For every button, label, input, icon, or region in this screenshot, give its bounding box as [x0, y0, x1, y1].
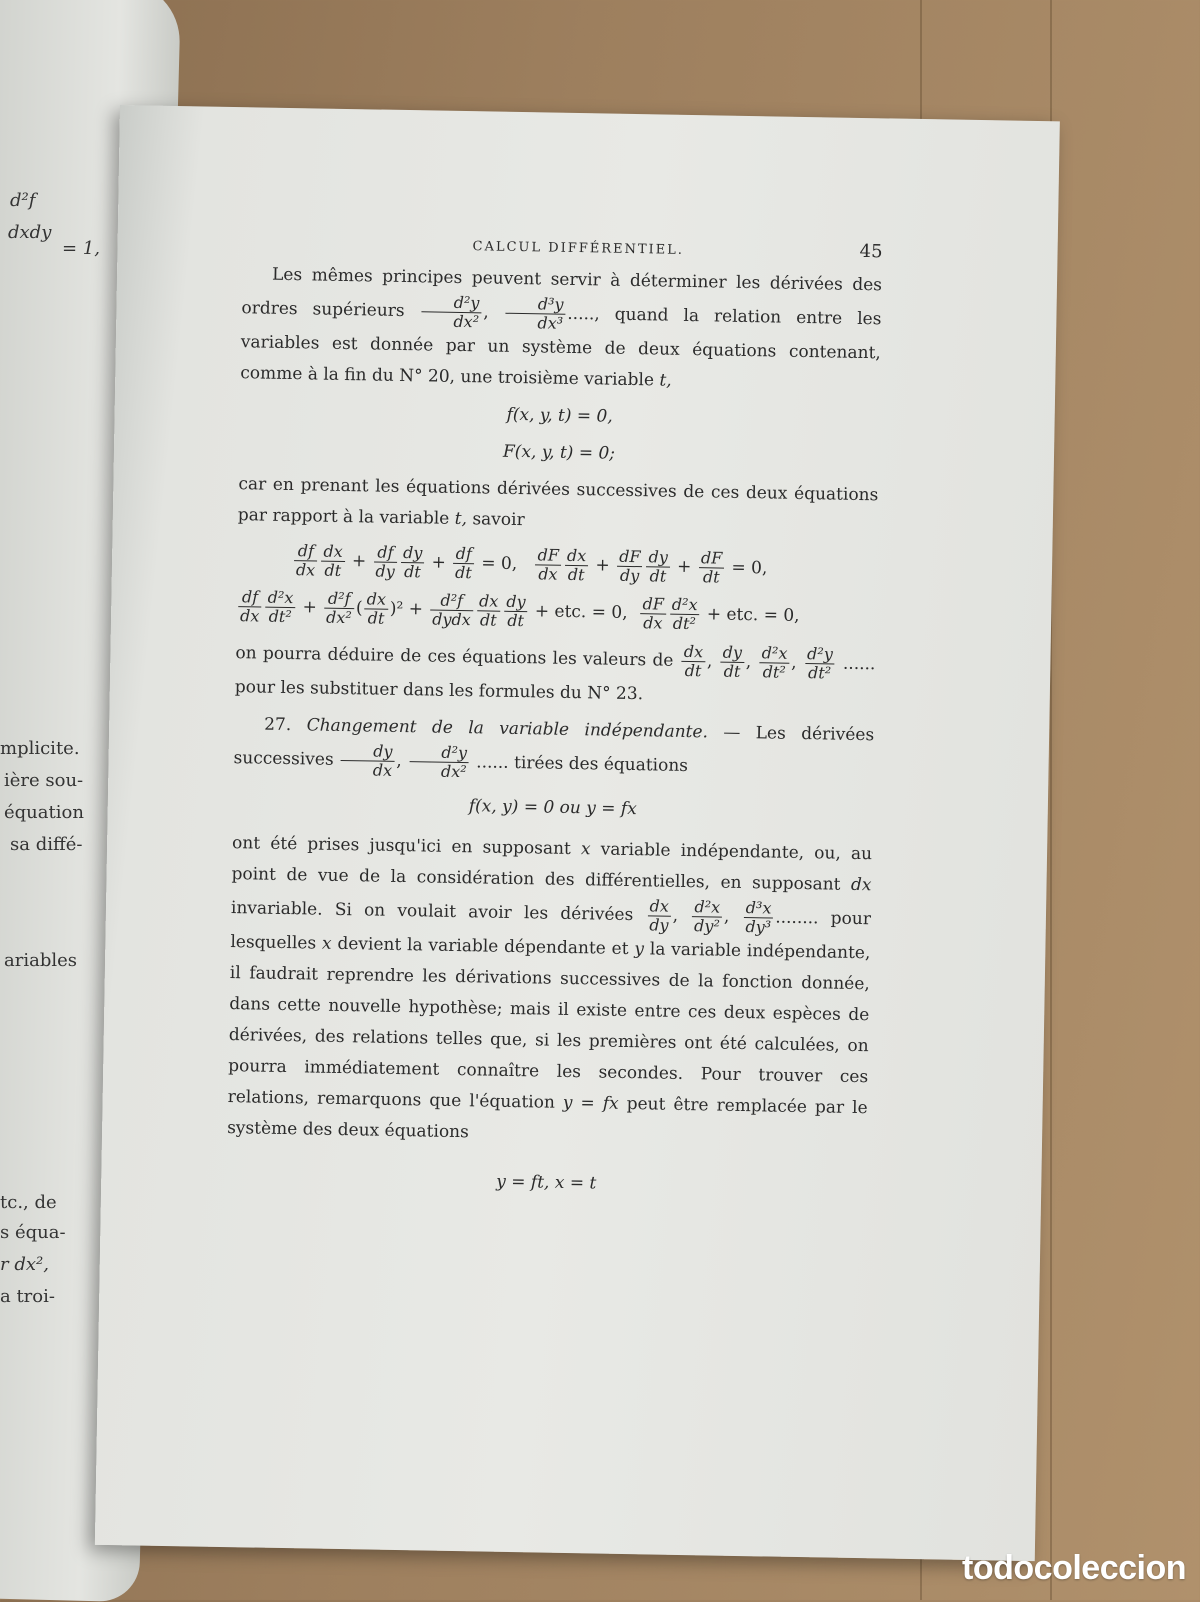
- paragraph: Les mêmes principes peuvent servir à déterminer les dérivées des ordres supérieurs $\frac{\text{d²y}}{\text{dx²}}$ , $\frac{\text{d³y}}{\text{dx³}}$ ....., quand la relation entre les variables est donnée par un système de deux équations contenant, comme à la fin du N° 20, une troisième variable t,: [240, 264, 883, 391]
- equation: f(x, y) = 0 ou y = fx: [468, 796, 637, 820]
- left-fragment: mplicite.: [0, 738, 80, 759]
- left-fragment: s équa-: [0, 1222, 66, 1243]
- page-content: [226, 227, 883, 1210]
- text: on pourra déduire de ces équations les valeurs de: [235, 643, 674, 671]
- left-fragment: r dx²,: [0, 1254, 49, 1275]
- left-fragment: équation: [4, 802, 84, 823]
- section-number: 27.: [264, 714, 292, 736]
- variable: x: [580, 839, 591, 860]
- text: peut être remplacée par le système des deux équations: [226, 1093, 868, 1143]
- left-fragment: tc., de: [0, 1192, 57, 1213]
- text: variable indépendante, ou, au point de vue de la considération des différentielles, en supposant: [231, 839, 873, 895]
- page-number: 45: [859, 240, 883, 263]
- left-fragment: ariables: [4, 950, 77, 971]
- equation-row: $\frac{df}{dx}$ $\frac{dx}{dt}$ + $\frac{df}{dy}$ $\frac{dy}{dt}$ + $\frac{df}{dt}$ = 0, $\frac{dF}{dx}$ $\frac{dx}{dt}$ + $\frac{dF}{dy}$ $\frac{dy}{dt}$ + $\frac{dF}{dt}$ = 0,: [295, 541, 768, 587]
- text: invariable. Si on voulait avoir les dérivées: [230, 898, 634, 926]
- variable: t,: [454, 508, 468, 530]
- book-page: [95, 105, 1060, 1561]
- text: ........: [775, 907, 819, 929]
- equation-inline: y = fx: [562, 1092, 619, 1114]
- left-fragment: d²f: [10, 190, 36, 211]
- left-fragment: a troi-: [0, 1286, 55, 1307]
- text: ...... pour les substituer dans les formules du N° 23.: [234, 653, 876, 705]
- paragraph: [238, 469, 879, 542]
- equation: f(x, y, t) = 0,: [506, 404, 613, 427]
- equation: y = ft, x = t: [496, 1171, 597, 1194]
- watermark-text: todocoleccion: [962, 1549, 1186, 1587]
- fraction: $\frac{\text{d²y}}{\text{dx²}}$: [421, 293, 481, 331]
- text: car en prenant les équations dérivées successives de ces deux équations par rapport à la variable: [237, 474, 879, 529]
- text: devient la variable dépendante et: [337, 933, 629, 960]
- text: la variable indépendante, il faudrait reprendre les dérivations successives de la fonction donnée, dans cette nouvelle hypothèse; mais il existe entre ces deux espèces de dérivées, des relations telles que, si les premières ont été calculées, on pourra immédiatement connaître les secondes. Pour trouver ces relations, remarquons que l'équation: [227, 939, 871, 1113]
- text: ...... tirées des équations: [476, 752, 689, 777]
- left-fragment: = 1,: [62, 238, 100, 259]
- text: ont été prises jusqu'ici en supposant: [231, 833, 572, 859]
- variable: x: [321, 933, 332, 954]
- text: savoir: [472, 509, 525, 531]
- left-fragment: ière sou-: [4, 770, 84, 791]
- section-paragraph: 27. Changement de la variable indépendante. — Les dérivées successives $\frac{dy}{dx}$ , $\frac{\text{d²y}}{\text{dx²}}$ ...... tirées des équations: [233, 714, 875, 782]
- paragraph: ont été prises jusqu'ici en supposant x variable indépendante, ou, au point de vue de la considération des différentielles, en supposant dx invariable. Si on voulait avoir les dérivées $\frac{dx}{dy}$ , $\frac{\text{d²x}}{\text{dy²}}$ , $\frac{\text{d³x}}{\text{dy³}}$ ........ pour lesquelles x devient la variable dépendante et y la variable indépendante, il faudrait reprendre les dérivations successives de la fonction donnée, dans cette nouvelle hypothèse; mais il existe entre ces deux espèces de dérivées, des relations telles que, si les premières ont été calculées, on pourra immédiatement connaître les secondes. Pour trouver ces relations, remarquons que l'équation y = fx peut être remplacée par le système des deux équations: [226, 833, 873, 1143]
- text: + etc. = 0,: [534, 601, 628, 623]
- watermark-logo: [962, 1549, 1186, 1588]
- text: Les mêmes principes peuvent servir à déterminer les dérivées des ordres supérieurs: [241, 264, 883, 321]
- left-fragment: sa diffé-: [10, 834, 83, 855]
- section-title: Changement de la variable indépendante.: [306, 715, 709, 743]
- text: — Les dérivées successives: [233, 722, 875, 770]
- variable: dx: [850, 874, 872, 896]
- equation: F(x, y, t) = 0;: [502, 441, 616, 464]
- text: pour lesquelles: [230, 908, 872, 954]
- text: ....., quand la relation entre les variables est donnée par un système de deux équations contenant, comme à la fin du N° 20, une troisième variable: [240, 303, 882, 391]
- header-title: CALCUL DIFFÉRENTIEL.: [472, 239, 685, 258]
- text: + etc. = 0,: [706, 604, 800, 626]
- fraction: $\frac{\text{d³y}}{\text{dx³}}$: [505, 295, 565, 333]
- variable: t,: [659, 370, 672, 391]
- equation-row: $\frac{df}{dx}$ $\frac{\text{d²x}}{\text{dt²}}$ + $\frac{\text{d²f}}{\text{dx²}}$ ( $\frac{dx}{dt}$ )² + $\frac{\text{d²f}}{\text{dydx}}$ $\frac{dx}{dt}$ $\frac{dy}{dt}$ + etc. = 0, $\frac{dF}{dx}$ $\frac{\text{d²x}}{\text{dt²}}$ + etc. = 0,: [239, 587, 800, 634]
- left-fragment: dxdy: [8, 222, 52, 243]
- variable: y: [634, 939, 645, 960]
- paragraph: on pourra déduire de ces équations les valeurs de $\frac{dx}{dt}$ , $\frac{dy}{dt}$ , $\frac{\text{d²x}}{\text{dt²}}$ , $\frac{\text{d²y}}{\text{dt²}}$ ...... pour les substituer dans les formules du N° 23.: [234, 641, 876, 705]
